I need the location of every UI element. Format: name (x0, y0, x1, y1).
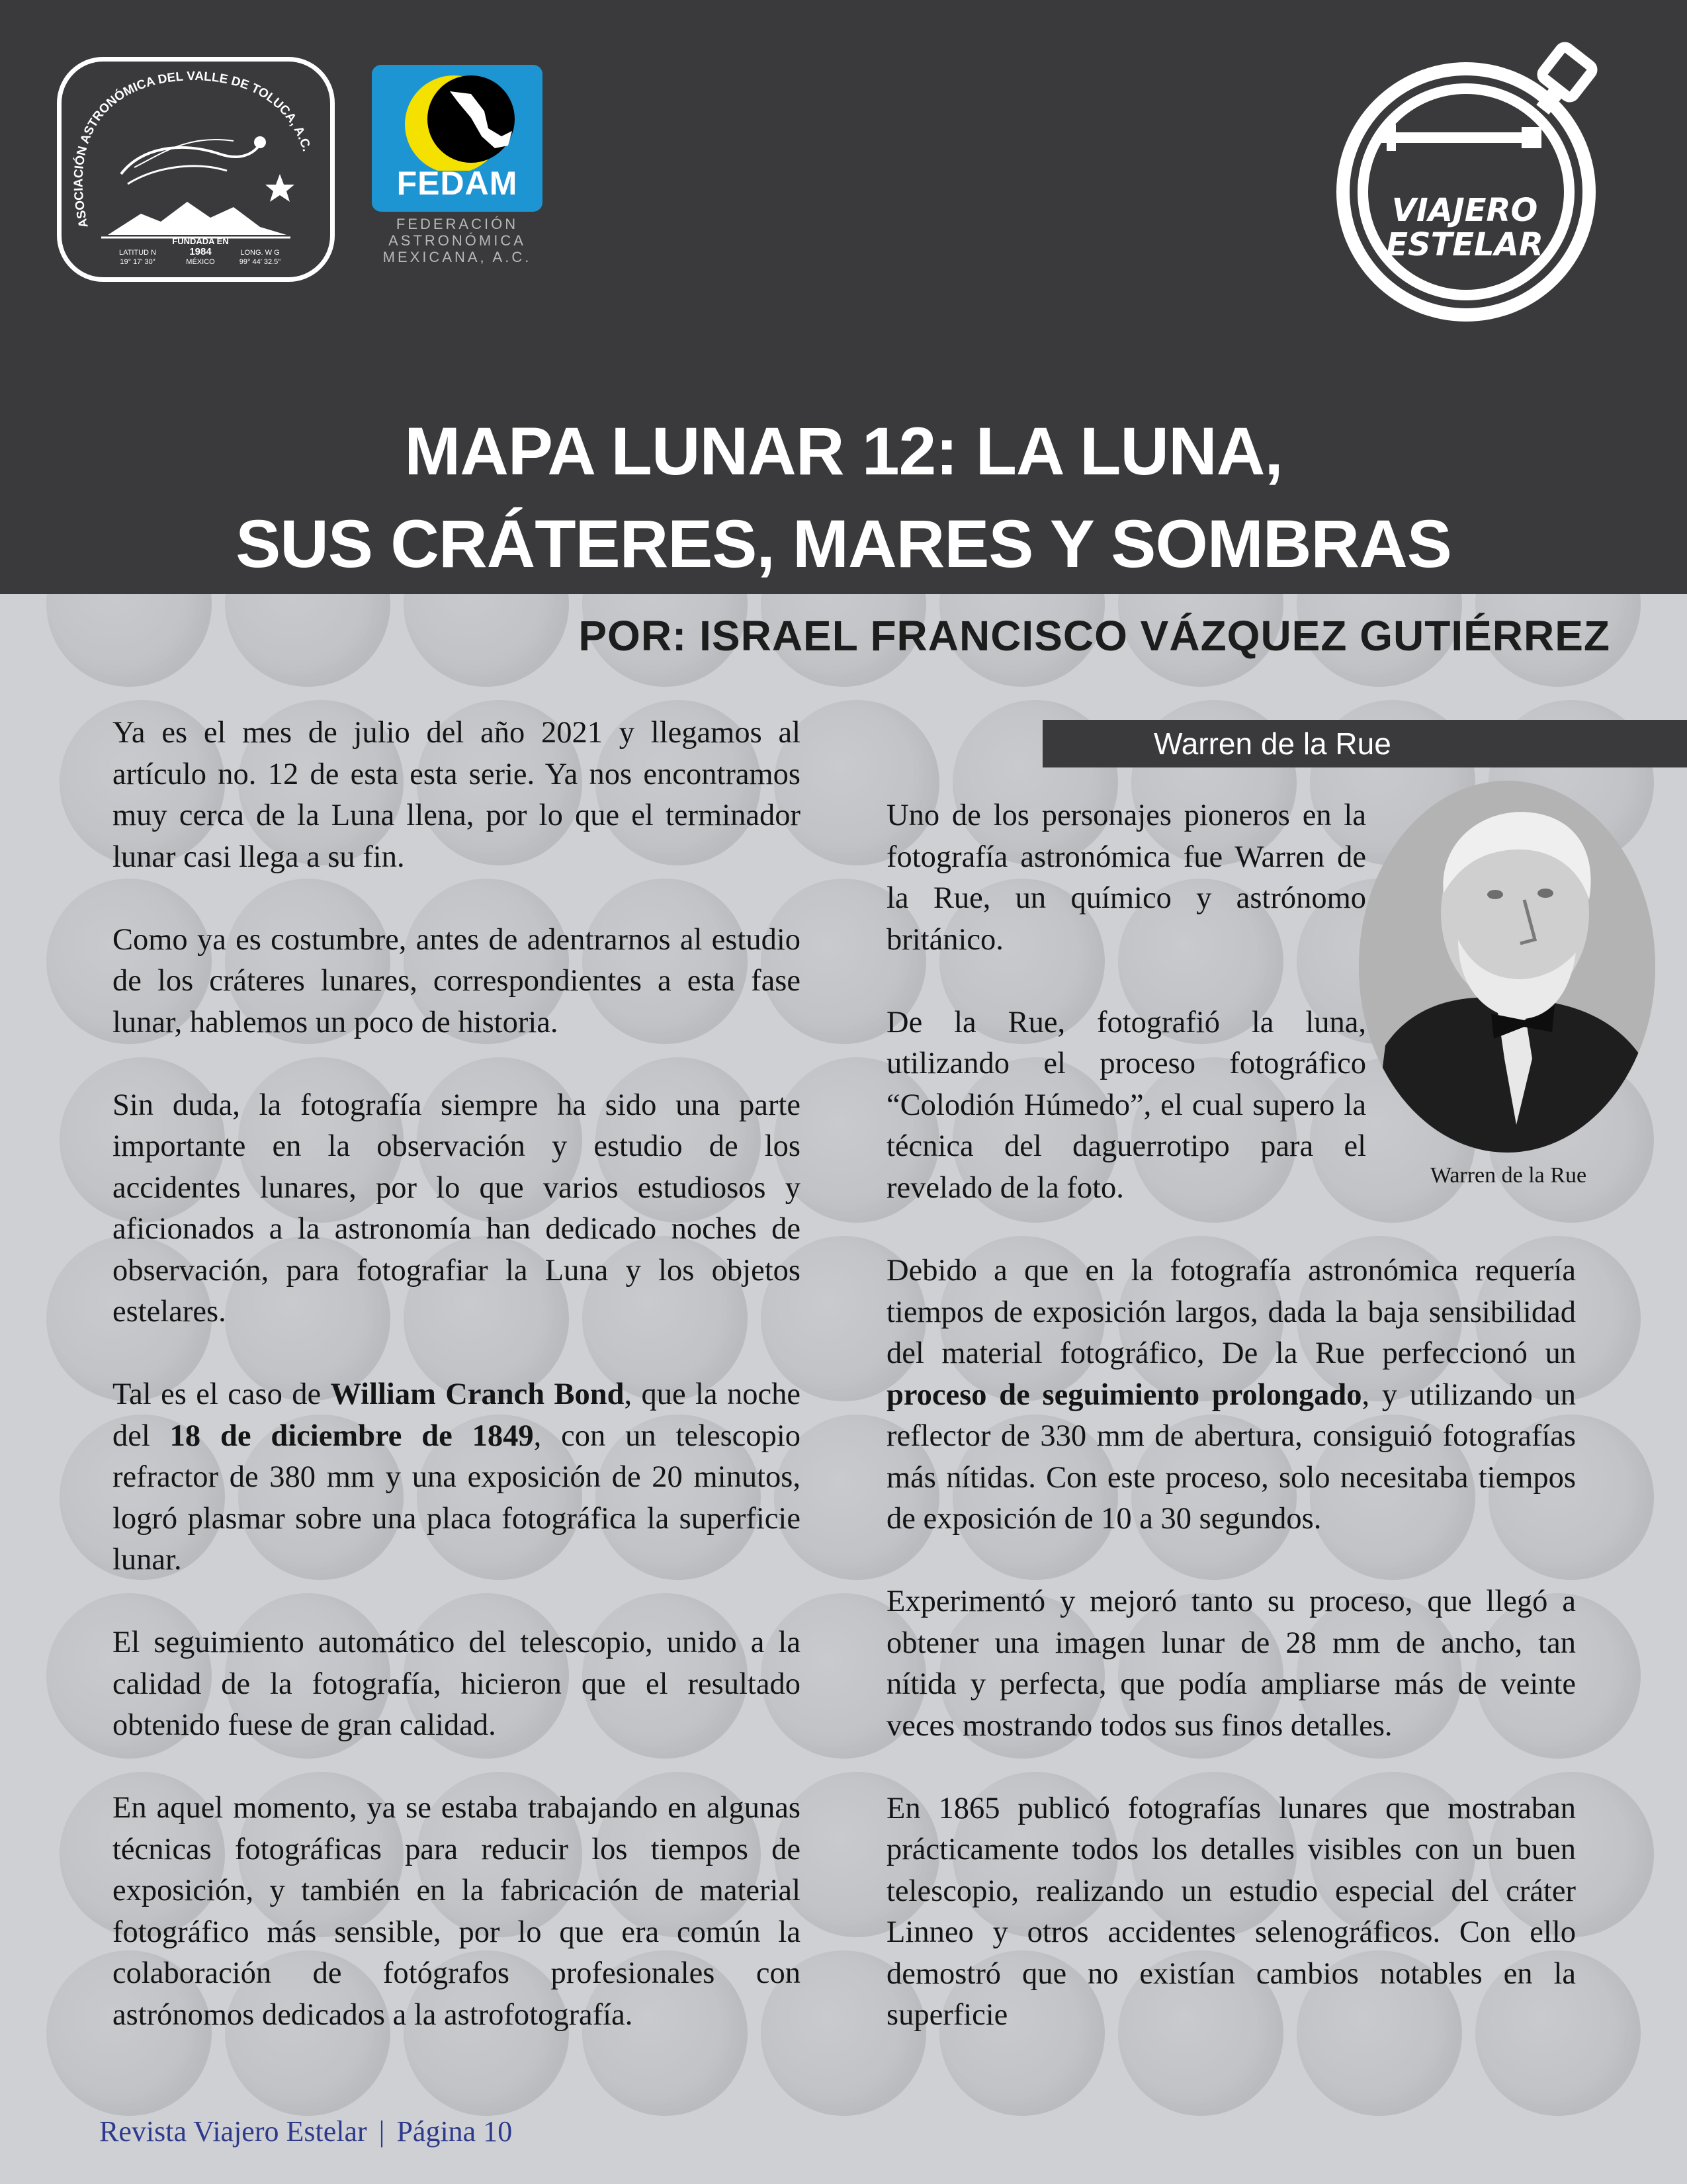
text-run: Tal es el caso de (112, 1377, 331, 1411)
paragraph: Sin duda, la fotografía siempre ha sido una parte importante en la observación y estudio de los accidentes lunares, por lo que varios estudiosos y aficionados a la astronomía han dedicado noches de observación, para fotografiar la Luna y los objetos estelares. (112, 1088, 800, 1329)
magnifier-telescope-icon (1323, 40, 1614, 337)
paragraph (112, 1374, 800, 1581)
aavt-long-label: LONG. W G (240, 249, 280, 257)
fedam-name: FEDAM (396, 165, 518, 202)
fedam-moon-map-icon (372, 65, 542, 171)
portrait-caption: Warren de la Rue (1430, 1163, 1587, 1188)
paragraph: Uno de los personajes pioneros en la fotografía astronómica fue Warren de la Rue, un químico y astrónomo británico. (887, 799, 1366, 957)
text-run: , que la noche del (112, 1377, 800, 1453)
fedam-logo (372, 65, 542, 212)
viajero-estelar-logo (1323, 40, 1614, 337)
paragraph: Como ya es costumbre, antes de adentrarnos al estudio de los cráteres lunares, correspondientes a esta fase lunar, hablemos un poco de historia. (112, 922, 800, 1039)
text-run: , y utilizando un reflector de 330 mm de abertura, consiguió fotografías más nítidas. Con este proceso, solo necesitaba tiempos de exposición de 10 a 30 segundos. (887, 1377, 1576, 1536)
aavt-emblem-icon (62, 62, 330, 277)
author-byline: POR: ISRAEL FRANCISCO VÁZQUEZ GUTIÉRREZ (578, 612, 1610, 660)
paragraph: De la Rue, fotografió la luna, utilizando el proceso fotográfico “Colodión Húmedo”, el cual supero la técnica del daguerrotipo para el revelado de la foto. (887, 1005, 1366, 1205)
warren-de-la-rue-portrait (1359, 781, 1655, 1153)
aavt-founded-year: 1984 (189, 246, 212, 257)
left-column (112, 713, 800, 2077)
portrait-photo-icon (1359, 781, 1655, 1153)
paragraph: Ya es el mes de julio del año 2021 y llegamos al artículo no. 12 de esta esta serie. Ya nos encontramos muy cerca de la Luna llena, por lo que el terminador lunar casi llega a su fin. (112, 716, 800, 874)
paragraph: En aquel momento, ya se estaba trabajando en algunas técnicas fotográficas para reducir los tiempos de exposición, y también en la fabricación de material fotográfico más sensible, por lo que era común la colaboración de fotógrafos profesionales con astrónomos dedicados a la astrofotografía. (112, 1791, 800, 2032)
article-title (0, 405, 1687, 590)
right-column-bottom (887, 1250, 1576, 2077)
page-number: Página 10 (396, 2115, 513, 2148)
moon-watermark-icon (225, 594, 390, 687)
paragraph: En 1865 publicó fotografías lunares que mostraban prácticamente todos los detalles visibles con un buen telescopio, realizando un estudio especial del cráter Linneo y otros accidentes selenográficos. Con ello demostró que no existían cambios notables en la superficie (887, 1791, 1576, 2032)
aavt-founded-place: MÉXICO (186, 258, 215, 266)
aavt-long-value: 99° 44' 32.5" (239, 258, 281, 266)
aavt-founded-label: FUNDADA EN (172, 236, 229, 246)
bold-phrase: proceso de seguimiento prolongado (887, 1377, 1362, 1412)
aavt-lat-label: LATITUD N (118, 249, 157, 257)
bold-date: 18 de diciembre de 1849 (169, 1419, 534, 1453)
title-line1: MAPA LUNAR 12: LA LUNA, (404, 414, 1283, 489)
fedam-subtitle-line: MEXICANA, A.C. (382, 249, 532, 265)
bold-name: William Cranch Bond (330, 1377, 625, 1411)
page-footer (99, 2115, 512, 2148)
title-line2: SUS CRÁTERES, MARES Y SOMBRAS (236, 506, 1451, 582)
magazine-name: Revista Viajero Estelar (99, 2115, 367, 2148)
wordmark-line2: ESTELAR (1386, 226, 1543, 263)
section-label: Warren de la Rue (1154, 726, 1391, 761)
paragraph (887, 1250, 1576, 1540)
viajero-estelar-wordmark (1365, 193, 1564, 262)
section-label-bar (1043, 720, 1687, 767)
aavt-ring-text: ASOCIACIÓN ASTRONÓMICA DEL VALLE DE TOLUCA, A.C. (71, 69, 314, 230)
text-run: , con un telescopio refractor de 380 mm y una exposición de 20 minutos, logró plasmar sobre una placa fotográfica la superficie lunar. (112, 1419, 800, 1577)
aavt-logo (57, 57, 335, 282)
wordmark-line1: VIAJERO (1391, 192, 1538, 229)
aavt-lat-value: 19° 17' 30" (120, 258, 155, 266)
paragraph: Experimentó y mejoró tanto su proceso, que llegó a obtener una imagen lunar de 28 mm de ancho, tan nítida y perfecta, que podía ampliarse más de veinte veces mostrando todos sus finos detalles. (887, 1585, 1576, 1743)
moon-watermark-icon (46, 594, 212, 687)
fedam-subtitle (368, 216, 546, 265)
text-run: Debido a que en la fotografía astronómica requería tiempos de exposición largos, dada la baja sensibilidad del material fotográfico, De la Rue perfeccionó un (887, 1254, 1576, 1370)
fedam-subtitle-line: ASTRONÓMICA (388, 232, 526, 249)
paragraph: El seguimiento automático del telescopio, unido a la calidad de la fotografía, hicieron que el resultado obtenido fuese de gran calidad. (112, 1626, 800, 1742)
right-column-top (887, 795, 1366, 1250)
moon-watermark-icon (404, 594, 569, 687)
fedam-subtitle-line: FEDERACIÓN (396, 216, 519, 232)
footer-separator: | (378, 2115, 385, 2148)
